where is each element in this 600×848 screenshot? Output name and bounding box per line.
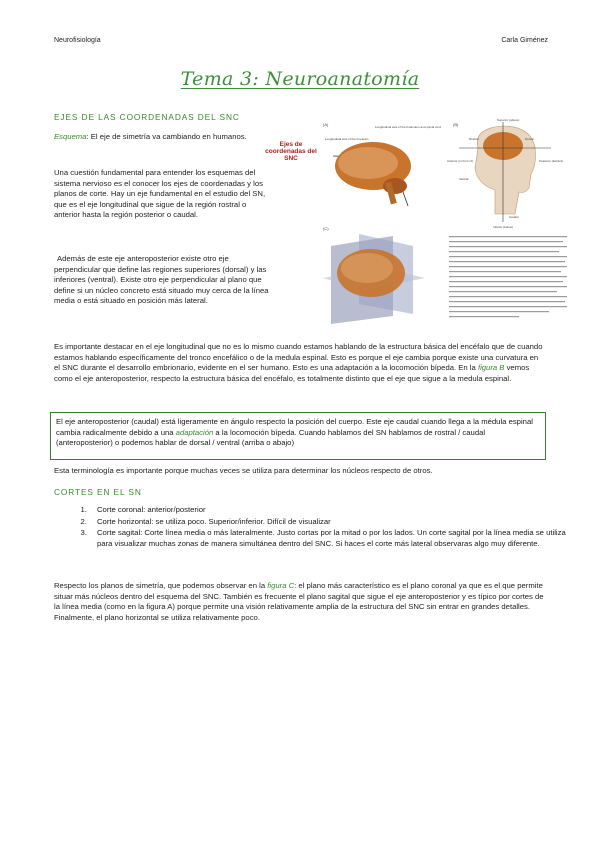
section-heading-axes: EJES DE LAS COORDENADAS DEL SNC — [54, 112, 240, 122]
figure-c-ref: figura C — [267, 581, 295, 590]
label-brainstem-axis: Longitudinal axis of the brainstem and spinal cord — [375, 125, 441, 129]
label-inferior: Inferior (below) — [493, 225, 514, 229]
list-item: 2. Corte horizontal: se utiliza poco. Superior/inferior. Difícil de visualizar — [89, 517, 581, 528]
terminology-paragraph: Esta terminología es importante porque muchas veces se utiliza para determinar los núcleos respecto de otros. — [54, 466, 433, 475]
esquema-label: Esquema — [54, 132, 87, 141]
intro-paragraph: Una cuestión fundamental para entender los esquemas del sistema nervioso es el conocer los ejes de coordenadas y los planos de corte. Hay un eje fundamental en el estudio del SN, que es el eje longitudinal que sigue de la región rostral o anterior hasta la región posterior o caudal. — [54, 168, 266, 219]
section-heading-cuts: CORTES EN EL SN — [54, 487, 142, 497]
label-ventral: Ventral — [459, 177, 469, 181]
header-subject: Neurofisiología — [54, 37, 101, 44]
panel-label-c: (C) — [323, 226, 329, 231]
cuts-list — [54, 505, 581, 550]
list-item: 3. Corte sagital: Corte línea media o más lateralmente. Justo cortas por la mitad o por los lados. Un corte sagital por la línea media se utiliza para visualizar muchas zonas de manera simultánea dentro del SNC. Si haces el corte más lateral observaras algo muy diferente. — [89, 528, 581, 549]
label-superior: Superior (above) — [497, 118, 520, 122]
label-posterior: Posterior (behind) — [539, 159, 563, 163]
panel-label-b: (B) — [453, 122, 459, 127]
adaptation-em: adaptación — [175, 427, 214, 437]
label-caudal: Caudal — [509, 215, 519, 219]
figure-b-ref: figura B — [477, 363, 505, 372]
header-author: Carla Giménez — [501, 37, 548, 44]
panel-label-a: (A) — [323, 122, 329, 127]
label-dorsal: Dorsal — [525, 137, 534, 141]
axes-paragraph: Además de este eje anteroposterior existe otro eje perpendicular que define las regiones superiores (dorsal) y las inferiores (ventral). Existe otro eje perpendicular al plano que define si un núcleo concreto está situado muy cerca de la línea media o está situado en posición más lateral. — [54, 254, 269, 305]
longitudinal-axis-paragraph: Es importante destacar en el eje longitudinal que no es lo mismo cuando estamos hablando de la estructura básica del encéfalo que de cuando estamos hablando específicamente del tronco encefálico o de la medula espinal. Esto es porque el eje cambia porque existe una curvatura en el SNC durante el desarrollo embrionario, evidente en el ser humano. Esto es una adaptación a la locomoción bípeda. En la figura B vemos como el eje anteroposterior, respecto la estructura básica del encéfalo, es totalmente distinto que el eje que sigue a la medula espinal. — [54, 342, 543, 383]
brain-c-highlight — [341, 253, 393, 283]
esquema-paragraph — [54, 132, 269, 143]
brain-a-highlight — [338, 147, 398, 179]
list-item: 1. Corte coronal: anterior/posterior — [89, 505, 581, 516]
label-anterior: Anterior (in front of) — [447, 159, 473, 163]
highlight-box: El eje anteroposterior (caudal) está ligeramente en ángulo respecto la posición del cuerpo. Este eje caudal cuando llega a la médula espinal cambia radicalmente debido a una adaptación a la locomoción bípeda. Cuando hablamos del SN hablamos de rostral / caudal (anteroposterior) o podemos hablar de dorsal / ventral (arriba o abajo) — [50, 412, 546, 460]
figure-legend-text — [449, 236, 567, 317]
figure-caption: Ejes de coordenadas del SNC — [265, 141, 317, 162]
coordinate-axes-figure — [263, 118, 573, 328]
esquema-text: : El eje de simetría va cambiando en humanos. — [86, 132, 247, 141]
planes-paragraph: Respecto los planos de simetría, que podemos observar en la figura C: el plano más característico es el plano coronal ya que es el que permite situar más núcleos dentro del esquema del SNC. También es frecuente el plano sagital que sigue el eje anteroposterior y es típico por cortes de la línea media (como en la figura A) porque permite una visión relativamente amplia de la estructura del SNC sin entrar en grandes detalles. Finalmente, el plano horizontal se utiliza relativamente poco. — [54, 581, 544, 622]
label-rostral: Rostral — [469, 137, 479, 141]
label-forebrain-axis: Longitudinal axis of the forebrain — [325, 137, 369, 141]
page-title: Tema 3: Neuroanatomía — [180, 68, 420, 90]
